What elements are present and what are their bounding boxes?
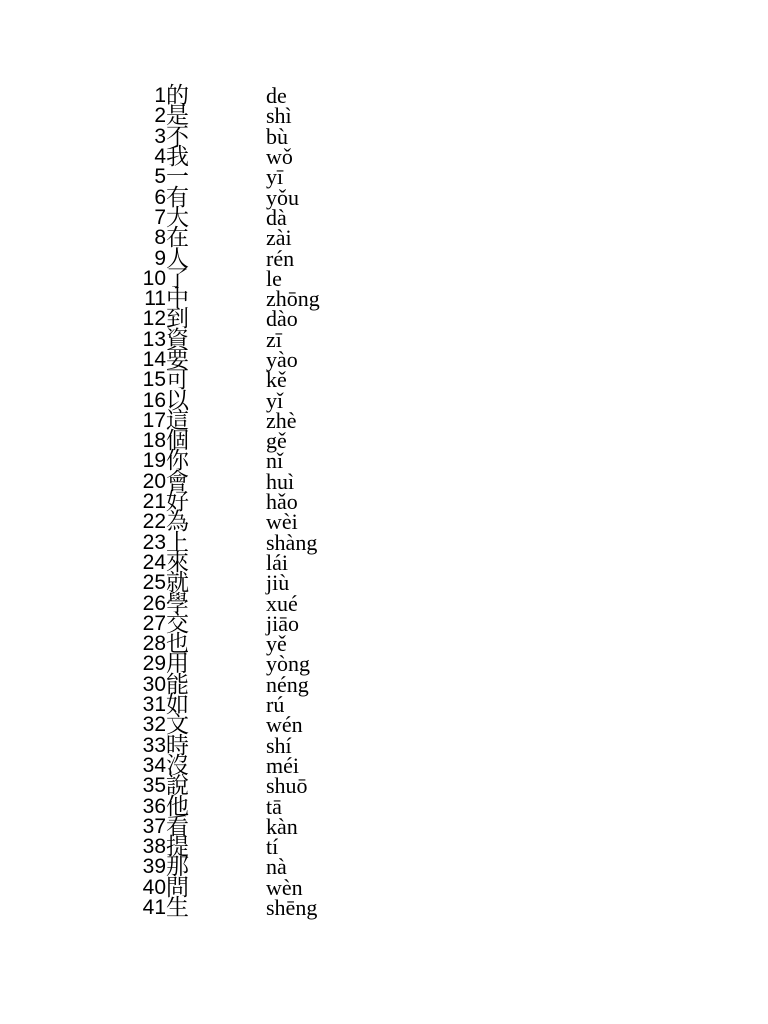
row-number: 36 (142, 794, 166, 818)
row-number: 12 (142, 307, 166, 331)
table-row (128, 309, 320, 329)
pinyin-reading: zài (266, 225, 292, 251)
row-number: 35 (142, 774, 166, 798)
chinese-character: 中 (166, 286, 189, 313)
row-number: 9 (154, 246, 166, 270)
row-number: 6 (154, 185, 166, 209)
chinese-character: 時 (166, 732, 189, 759)
chinese-character: 的 (166, 83, 189, 110)
row-number: 40 (142, 875, 166, 899)
row-number: 37 (142, 814, 166, 838)
chinese-character: 能 (166, 671, 189, 698)
table-row (128, 431, 320, 451)
chinese-character: 那 (166, 854, 189, 881)
pinyin-reading: jiāo (266, 610, 299, 636)
row-number: 28 (142, 632, 166, 656)
row-number: 27 (142, 611, 166, 635)
row-number: 34 (142, 753, 166, 777)
chinese-character: 也 (166, 631, 189, 658)
pinyin-reading: yǒu (266, 184, 299, 210)
chinese-character: 文 (166, 712, 189, 739)
chinese-character: 以 (166, 387, 189, 414)
chinese-character: 看 (166, 813, 189, 840)
table-row (128, 817, 320, 837)
pinyin-reading: rú (266, 692, 285, 718)
chinese-character: 問 (166, 874, 189, 901)
row-number: 39 (142, 855, 166, 879)
table-body (128, 83, 320, 922)
pinyin-reading: jiù (266, 570, 290, 596)
pinyin-reading: dào (266, 306, 298, 332)
row-number: 3 (154, 124, 166, 148)
pinyin-reading: nǐ (266, 448, 284, 474)
pinyin-reading: yòng (266, 651, 310, 677)
chinese-character: 生 (166, 895, 189, 922)
pinyin-reading: néng (266, 671, 309, 697)
pinyin-reading: wèi (266, 509, 298, 535)
row-number: 15 (142, 368, 166, 392)
chinese-character: 學 (166, 590, 189, 617)
character-frequency-table (128, 83, 320, 922)
row-number: 32 (142, 713, 166, 737)
row-number: 19 (142, 449, 166, 473)
row-number: 30 (142, 672, 166, 696)
row-number: 26 (142, 591, 166, 615)
chinese-character: 他 (166, 793, 189, 820)
row-number: 4 (154, 145, 166, 169)
chinese-character: 這 (166, 407, 189, 434)
row-number: 18 (142, 429, 166, 453)
chinese-character: 在 (166, 225, 189, 252)
pinyin-reading: xué (266, 590, 298, 616)
row-number: 22 (142, 510, 166, 534)
chinese-character: 一 (166, 164, 189, 191)
row-number: 20 (142, 469, 166, 493)
row-number: 29 (142, 652, 166, 676)
chinese-character: 來 (166, 549, 189, 576)
chinese-character: 個 (166, 428, 189, 455)
pinyin-reading: le (266, 265, 282, 291)
row-number: 13 (142, 327, 166, 351)
chinese-character: 用 (166, 651, 189, 678)
row-number: 41 (142, 896, 166, 920)
pinyin-reading: zhōng (266, 286, 320, 312)
pinyin-reading: shí (266, 732, 292, 758)
row-number: 2 (154, 104, 166, 128)
pinyin-reading: yě (266, 631, 287, 657)
chinese-character: 資 (166, 326, 189, 353)
row-number: 24 (142, 550, 166, 574)
pinyin-reading: nà (266, 854, 287, 880)
chinese-character: 要 (166, 347, 189, 373)
pinyin-reading: shàng (266, 529, 318, 555)
pinyin-reading: lái (266, 549, 288, 575)
pinyin-reading: bù (266, 123, 288, 149)
pinyin-reading: huì (266, 468, 295, 494)
pinyin-reading: zī (266, 326, 282, 352)
chinese-character: 人 (166, 245, 189, 272)
pinyin-reading: yào (266, 347, 298, 372)
chinese-character: 交 (166, 610, 189, 637)
table-row (128, 837, 320, 857)
row-number: 38 (142, 835, 166, 859)
chinese-character: 提 (166, 834, 189, 861)
table-row (128, 533, 320, 553)
chinese-character: 你 (166, 448, 189, 475)
row-number: 8 (154, 226, 166, 250)
table-row (128, 106, 320, 126)
chinese-character: 會 (166, 468, 189, 495)
row-number: 25 (142, 571, 166, 595)
chinese-character: 大 (166, 204, 189, 231)
chinese-character: 好 (166, 489, 189, 516)
pinyin-reading: wén (266, 712, 303, 738)
row-number: 23 (142, 530, 166, 554)
pinyin-reading: hǎo (266, 489, 298, 515)
chinese-character: 到 (166, 306, 189, 333)
pinyin-reading: kě (266, 367, 287, 393)
chinese-character: 我 (166, 144, 189, 171)
table-row (128, 248, 320, 268)
row-number: 31 (142, 693, 166, 717)
pinyin-reading: shēng (266, 895, 318, 921)
chinese-character: 沒 (166, 752, 189, 779)
pinyin-reading: gě (266, 428, 287, 454)
pinyin-reading: tí (266, 834, 279, 860)
pinyin-reading: de (266, 83, 287, 109)
table-row (128, 147, 320, 167)
row-number: 16 (142, 388, 166, 412)
table-row (128, 187, 320, 207)
pinyin-reading: yǐ (266, 387, 284, 413)
pinyin-reading: rén (266, 245, 295, 271)
pinyin-reading: wǒ (266, 144, 293, 170)
row-number: 11 (144, 287, 166, 311)
chinese-character: 上 (166, 529, 189, 556)
pinyin-reading: shì (266, 103, 292, 129)
table-row (128, 370, 320, 390)
pinyin-reading: dà (266, 204, 287, 230)
row-number: 14 (142, 348, 166, 371)
row-number: 17 (142, 408, 166, 432)
pinyin-reading: zhè (266, 407, 297, 433)
chinese-character: 就 (166, 570, 189, 597)
pinyin-reading: shuō (266, 773, 308, 799)
row-number: 1 (154, 84, 166, 108)
row-number: 7 (154, 205, 166, 229)
table-row (128, 898, 320, 918)
row-number: 10 (142, 266, 166, 290)
row-number: 5 (154, 165, 166, 189)
table-row (128, 675, 320, 695)
pinyin-reading: yī (266, 164, 284, 190)
pinyin-reading: kàn (266, 813, 298, 839)
table-row (128, 776, 320, 796)
chinese-character: 為 (166, 509, 189, 536)
chinese-character: 不 (166, 123, 189, 150)
row-number: 33 (142, 733, 166, 757)
table-row (128, 614, 320, 634)
row-number: 21 (142, 490, 166, 514)
chinese-character: 說 (166, 773, 189, 800)
pinyin-reading: tā (266, 793, 282, 819)
pinyin-reading: wèn (266, 874, 303, 900)
table-row (128, 553, 320, 573)
table-row (128, 411, 320, 431)
table-row (128, 350, 320, 370)
chinese-character: 有 (166, 184, 189, 211)
chinese-character: 是 (166, 103, 189, 130)
chinese-character: 了 (166, 265, 189, 292)
chinese-character: 如 (166, 692, 189, 719)
chinese-character: 可 (166, 367, 189, 394)
pinyin-reading: méi (266, 752, 299, 778)
